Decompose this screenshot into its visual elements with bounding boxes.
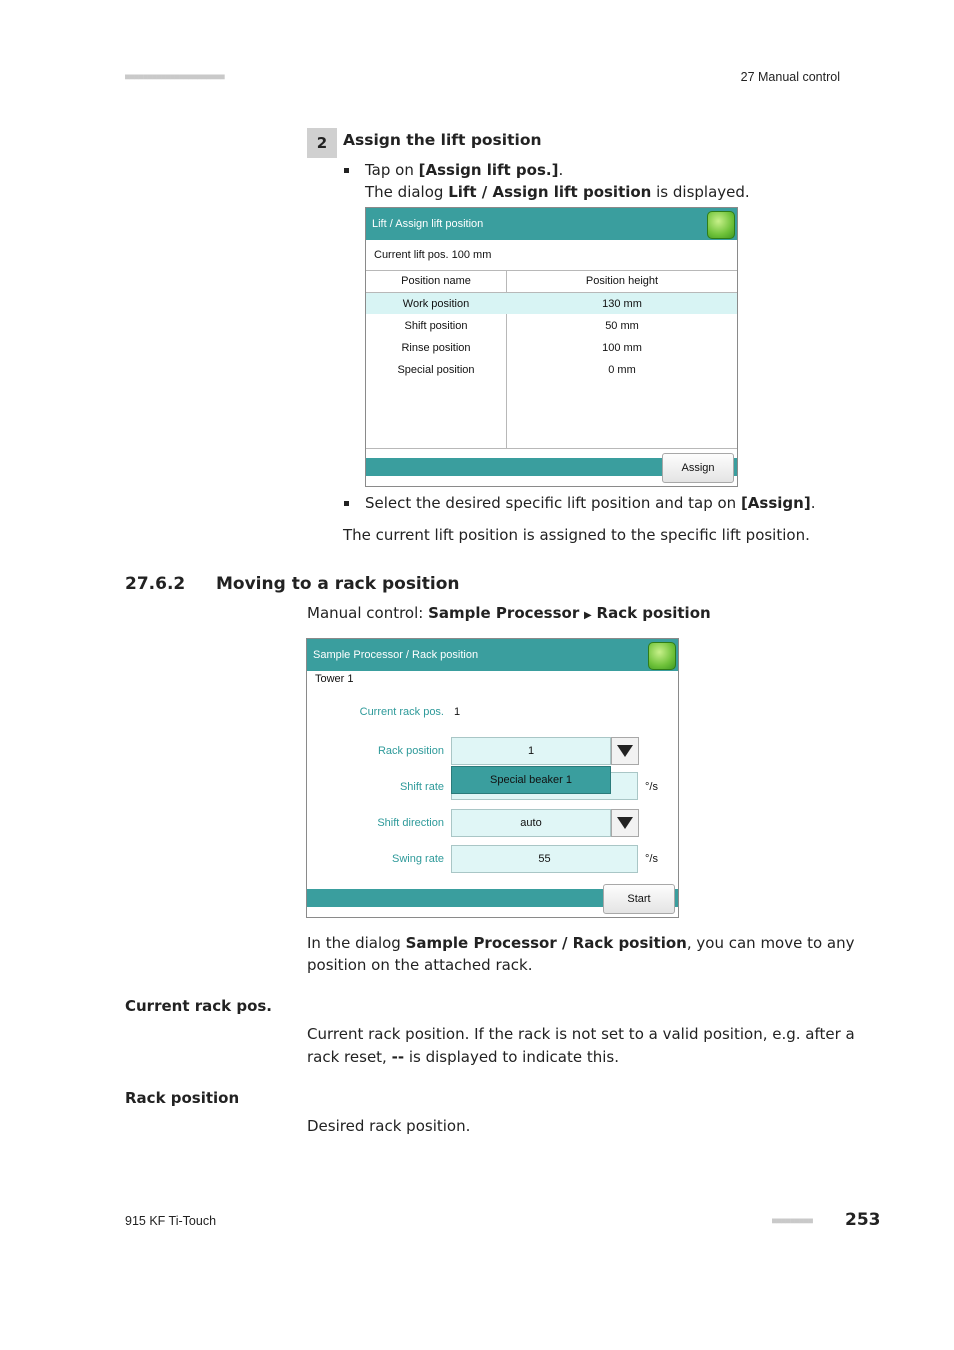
lift-assign-dialog <box>365 207 738 487</box>
column-header-height: Position height <box>585 275 659 287</box>
bullet-icon <box>344 501 349 506</box>
current-lift-position: Current lift pos. 100 mm <box>374 249 492 261</box>
instruction-1: Tap on [Assign lift pos.]. <box>365 161 564 179</box>
home-button-icon[interactable] <box>648 642 676 670</box>
rack-position-dropdown-icon[interactable] <box>611 737 639 765</box>
table-cell-name[interactable]: Special position <box>397 364 475 376</box>
table-cell-name[interactable]: Rinse position <box>401 342 471 354</box>
rack-position-field[interactable]: 1 <box>451 737 611 765</box>
dialog-description: In the dialog Sample Processor / Rack position, you can move to any <box>307 934 855 952</box>
table-cell-height[interactable]: 130 mm <box>602 298 642 310</box>
table-cell-name[interactable]: Work position <box>402 298 470 310</box>
divider <box>366 448 737 449</box>
term-description: Current rack position. If the rack is not set to a valid position, e.g. after a <box>307 1025 855 1043</box>
table-cell-height[interactable]: 0 mm <box>608 364 636 376</box>
assign-button[interactable]: Assign <box>662 453 734 483</box>
column-header-name: Position name <box>401 275 471 287</box>
section-number: 27.6.2 <box>125 574 186 594</box>
header-decoration: ■■■■■■■■■■■■■■■■■■■■■■ <box>125 72 225 81</box>
dialog-titlebar <box>366 208 737 240</box>
rack-position-dialog <box>306 638 679 918</box>
shift-rate-unit: °/s <box>645 781 658 793</box>
swing-rate-unit: °/s <box>645 853 658 865</box>
term-description-line2: rack reset, -- is displayed to indicate this. <box>307 1048 619 1066</box>
chapter-title: 27 Manual control <box>740 70 840 84</box>
table-cell-name[interactable]: Shift position <box>404 320 468 332</box>
swing-rate-label: Swing rate <box>392 853 444 865</box>
table-cell-height[interactable]: 50 mm <box>605 320 639 332</box>
term-description: Desired rack position. <box>307 1117 471 1135</box>
term-current-rack-pos: Current rack pos. <box>125 997 273 1015</box>
table-cell-height[interactable]: 100 mm <box>602 342 642 354</box>
shift-rate-label: Shift rate <box>399 781 444 793</box>
dialog-title: Lift / Assign lift position <box>372 218 484 230</box>
step-result: The current lift position is assigned to the specific lift position. <box>343 526 810 544</box>
step-title: Assign the lift position <box>343 131 542 149</box>
page-number: 253 <box>845 1210 881 1230</box>
section-title: Moving to a rack position <box>216 574 460 594</box>
dropdown-option[interactable]: Special beaker 1 <box>451 766 611 794</box>
term-rack-position: Rack position <box>125 1089 240 1107</box>
bullet-icon <box>344 168 349 173</box>
swing-rate-field[interactable]: 55 <box>451 845 638 873</box>
dialog-title: Sample Processor / Rack position <box>313 649 479 661</box>
dialog-titlebar <box>307 639 678 671</box>
home-button-icon[interactable] <box>707 211 735 239</box>
start-button[interactable]: Start <box>603 884 675 914</box>
shift-direction-field[interactable]: auto <box>451 809 611 837</box>
tower-label: Tower 1 <box>315 673 354 685</box>
current-rack-pos-label: Current rack pos. <box>359 706 444 718</box>
instruction-1-result: The dialog Lift / Assign lift position is displayed. <box>365 183 750 201</box>
divider <box>366 270 737 271</box>
rack-position-label: Rack position <box>377 745 444 757</box>
path-arrow-icon: ▶ <box>584 610 592 621</box>
shift-direction-label: Shift direction <box>377 817 444 829</box>
footer-decoration: ■■■■■■■■■ <box>772 1216 813 1225</box>
dialog-description-line2: position on the attached rack. <box>307 956 533 974</box>
step-number: 2 <box>307 128 337 158</box>
menu-path: Manual control: Sample Processor ▶ Rack position <box>307 604 711 622</box>
shift-direction-dropdown-icon[interactable] <box>611 809 639 837</box>
instruction-2: Select the desired specific lift position and tap on [Assign]. <box>365 494 816 512</box>
current-rack-pos-value: 1 <box>454 706 461 718</box>
product-name: 915 KF Ti-Touch <box>125 1214 217 1228</box>
